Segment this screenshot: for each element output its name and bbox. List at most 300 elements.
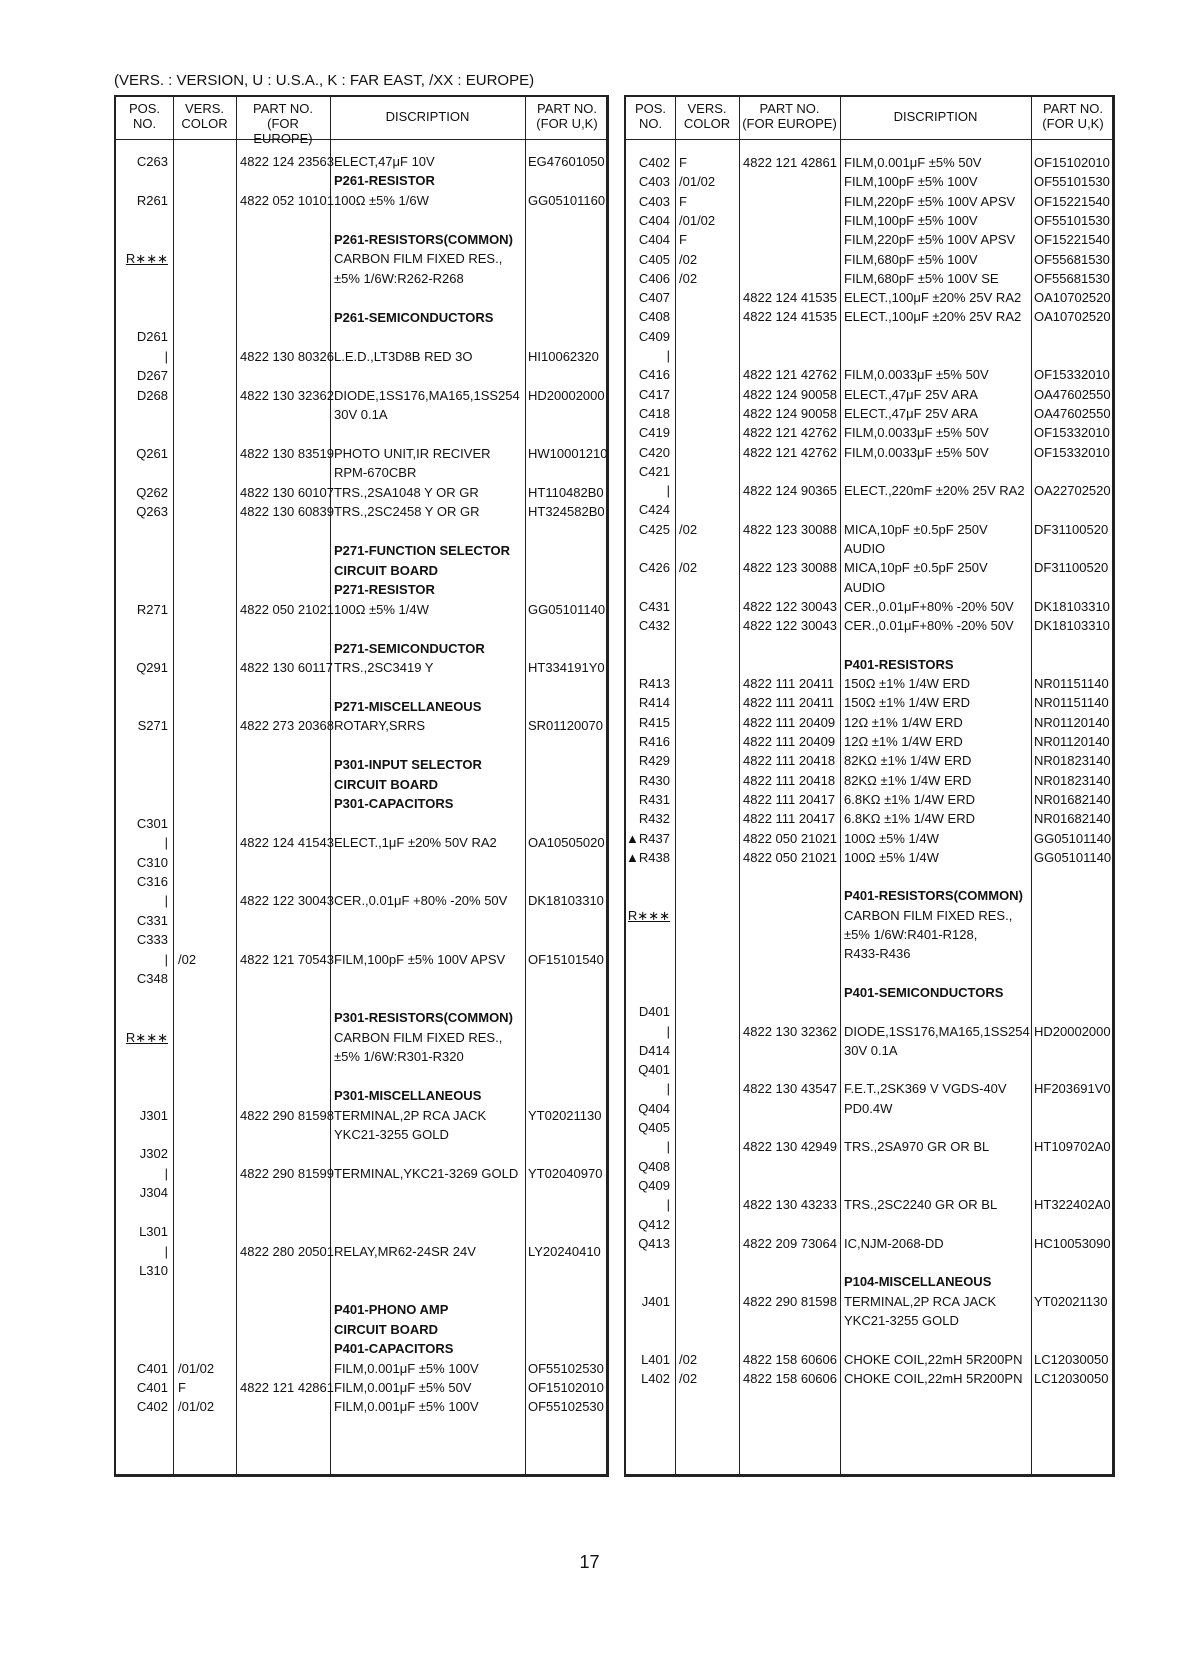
- version-legend: (VERS. : VERSION, U : U.S.A., K : FAR EAST, /XX : EUROPE): [114, 72, 535, 89]
- description-cell: TERMINAL,YKC21-3269 GOLD: [334, 1165, 519, 1181]
- part-no-uk-cell: HT109702A0: [1034, 1139, 1111, 1155]
- pos-no-cell: C406: [638, 270, 670, 286]
- table-row: [116, 1144, 606, 1163]
- table-row: [626, 558, 1112, 577]
- pos-no-cell: C407: [638, 290, 670, 306]
- table-row: [626, 886, 1112, 905]
- table-row: [626, 713, 1112, 732]
- part-no-europe-cell: 4822 280 20501: [240, 1243, 334, 1259]
- pos-no-cell: |: [164, 951, 168, 967]
- part-no-europe-cell: 4822 124 41535: [743, 309, 837, 325]
- pos-no-cell: C419: [638, 425, 670, 441]
- header-part-uk: PART NO. (FOR U,K): [1042, 101, 1104, 131]
- description-cell: TRS.,2SC2240 GR OR BL: [844, 1197, 998, 1213]
- description-cell: FILM,0.001μF ±5% 50V: [844, 155, 982, 170]
- part-no-europe-cell: 4822 209 73064: [743, 1235, 837, 1251]
- description-cell: FILM,680pF ±5% 100V: [844, 251, 978, 267]
- description-cell: TRS.,2SA970 GR OR BL: [844, 1139, 990, 1155]
- table-row: [626, 192, 1112, 211]
- part-no-uk-cell: OF15332010: [1034, 425, 1110, 441]
- description-cell: CIRCUIT BOARD: [334, 1321, 438, 1337]
- table-row: [626, 944, 1112, 963]
- pos-no-cell: C403: [638, 193, 670, 209]
- table-row: [626, 1002, 1112, 1021]
- pos-no-cell: C425: [638, 521, 670, 537]
- part-no-europe-cell: 4822 111 20418: [743, 772, 836, 788]
- table-row: [116, 1222, 606, 1241]
- part-no-europe-cell: 4822 290 81599: [240, 1165, 334, 1181]
- pos-no-cell: C402: [638, 155, 670, 170]
- header-part-eu: PART NO. (FOR EUROPE): [742, 101, 837, 131]
- table-row: [626, 1369, 1112, 1388]
- description-cell: FILM,220pF ±5% 100V APSV: [844, 232, 1016, 248]
- table-row: [626, 674, 1112, 693]
- part-no-uk-cell: HW10001210: [528, 445, 608, 461]
- description-cell: AUDIO: [844, 541, 886, 556]
- version-cell: /01/02: [679, 174, 716, 190]
- description-cell: CER.,0.01μF +80% -20% 50V: [334, 893, 508, 909]
- part-no-europe-cell: 4822 124 41535: [743, 290, 837, 306]
- part-no-europe-cell: 4822 123 30088: [743, 521, 837, 537]
- table-row: [116, 911, 606, 930]
- table-row: [626, 1234, 1112, 1253]
- part-no-uk-cell: OF15221540: [1034, 193, 1110, 209]
- pos-no-cell: C263: [136, 154, 168, 169]
- table-row: [116, 755, 606, 774]
- part-no-europe-cell: 4822 121 42861: [743, 155, 837, 170]
- description-cell: P271-FUNCTION SELECTOR: [334, 543, 511, 559]
- table-row: [116, 327, 606, 346]
- pos-no-cell: Q412: [638, 1216, 670, 1232]
- pos-no-cell: R431: [638, 791, 670, 807]
- parts-table-left: [114, 95, 609, 1477]
- table-row: [116, 502, 606, 521]
- table-row: [116, 561, 606, 580]
- table-row: [626, 423, 1112, 442]
- version-cell: /02: [679, 521, 698, 537]
- table-row: [626, 539, 1112, 558]
- part-no-europe-cell: 4822 130 83519: [240, 445, 334, 461]
- table-row: [116, 814, 606, 833]
- table-row: [626, 983, 1112, 1002]
- description-cell: P301-MISCELLANEOUS: [334, 1088, 482, 1104]
- part-no-europe-cell: 4822 050 21021: [240, 601, 334, 617]
- table-row: [116, 1339, 606, 1358]
- part-no-europe-cell: 4822 130 32362: [240, 387, 334, 403]
- description-cell: L.E.D.,LT3D8B RED 3O: [334, 348, 473, 364]
- version-cell: F: [679, 232, 687, 248]
- pos-no-cell: C403: [638, 174, 670, 190]
- header-pos: POS. NO.: [634, 101, 667, 131]
- part-no-europe-cell: 4822 130 60107: [240, 484, 334, 500]
- description-cell: FILM,100pF ±5% 100V APSV: [334, 951, 506, 967]
- description-cell: ELECT.,47μF 25V ARA: [844, 405, 978, 421]
- table-row: [116, 1008, 606, 1027]
- part-no-uk-cell: HF203691V0: [1034, 1081, 1111, 1097]
- part-no-uk-cell: NR01682140: [1034, 811, 1111, 827]
- part-no-europe-cell: 4822 290 81598: [240, 1107, 334, 1123]
- pos-no-cell: R430: [638, 772, 670, 788]
- part-no-uk-cell: OA10505020: [528, 835, 605, 851]
- part-no-uk-cell: NR01151140: [1034, 695, 1109, 711]
- pos-no-cell: L301: [139, 1224, 168, 1240]
- description-cell: 82KΩ ±1% 1/4W ERD: [844, 753, 972, 769]
- table-row: [626, 250, 1112, 269]
- table-row: [116, 541, 606, 560]
- part-no-uk-cell: EG47601050: [528, 154, 605, 169]
- pos-no-cell: |: [164, 348, 168, 364]
- part-no-uk-cell: OF55681530: [1034, 270, 1110, 286]
- header-vers: VERS. COLOR: [683, 101, 731, 131]
- description-cell: FILM,0.001μF ±5% 100V: [334, 1360, 479, 1376]
- description-cell: R433-R436: [844, 946, 911, 962]
- table-row: [626, 153, 1112, 172]
- table-row: [116, 405, 606, 424]
- description-cell: TRS.,2SC2458 Y OR GR: [334, 504, 480, 520]
- table-row: [626, 751, 1112, 770]
- description-cell: FILM,220pF ±5% 100V APSV: [844, 193, 1016, 209]
- pos-no-cell: J301: [139, 1107, 168, 1123]
- table-row: [626, 829, 1112, 848]
- part-no-europe-cell: 4822 111 20418: [743, 753, 836, 769]
- table-row: [626, 172, 1112, 191]
- description-cell: 6.8KΩ ±1% 1/4W ERD: [844, 791, 976, 807]
- part-no-europe-cell: 4822 052 10101: [240, 192, 334, 208]
- pos-no-cell: C310: [136, 854, 168, 870]
- table-row: [626, 1099, 1112, 1118]
- description-cell: 150Ω ±1% 1/4W ERD: [844, 676, 970, 692]
- table-row: [116, 833, 606, 852]
- pos-no-cell: D401: [638, 1004, 670, 1020]
- pos-no-cell: J302: [139, 1146, 168, 1162]
- table-row: [626, 1215, 1112, 1234]
- part-no-uk-cell: NR01823140: [1034, 753, 1111, 769]
- table-row: [626, 1022, 1112, 1041]
- pos-no-cell: C401: [136, 1360, 168, 1376]
- table-row: [116, 600, 606, 619]
- description-cell: CARBON FILM FIXED RES.,: [844, 907, 1013, 923]
- part-no-uk-cell: YT02040970: [528, 1165, 603, 1181]
- pos-no-cell: R432: [638, 811, 670, 827]
- pos-no-cell: C421: [638, 463, 670, 479]
- pos-no-cell: |: [666, 1023, 670, 1039]
- part-no-uk-cell: DF31100520: [1034, 521, 1109, 537]
- part-no-uk-cell: OF55101530: [1034, 174, 1110, 190]
- pos-no-cell: C420: [638, 444, 670, 460]
- part-no-europe-cell: 4822 124 90365: [743, 483, 837, 499]
- part-no-europe-cell: 4822 290 81598: [743, 1293, 837, 1309]
- description-cell: 12Ω ±1% 1/4W ERD: [844, 714, 963, 730]
- description-cell: ±5% 1/6W:R401-R128,: [844, 927, 978, 942]
- table-row: [116, 269, 606, 288]
- part-no-europe-cell: 4822 111 20417: [743, 811, 836, 827]
- table-row: [626, 443, 1112, 462]
- table-row: [116, 1028, 606, 1047]
- pos-no-cell: ▲R437: [626, 830, 670, 846]
- part-no-uk-cell: GG05101140: [1034, 830, 1112, 846]
- table-row: [116, 853, 606, 872]
- part-no-uk-cell: NR01120140: [1034, 734, 1110, 749]
- pos-no-cell: Q262: [136, 484, 168, 500]
- part-no-uk-cell: LC12030050: [1034, 1351, 1109, 1367]
- table-row: [626, 1060, 1112, 1079]
- part-no-europe-cell: 4822 124 41543: [240, 835, 334, 851]
- pos-no-cell: Q404: [638, 1100, 670, 1116]
- part-no-uk-cell: OF55681530: [1034, 251, 1110, 267]
- table-row: [626, 462, 1112, 481]
- table-row: [116, 716, 606, 735]
- description-cell: ±5% 1/6W:R262-R268: [334, 270, 464, 286]
- description-cell: P271-SEMICONDUCTOR: [334, 640, 485, 656]
- description-cell: P401-CAPACITORS: [334, 1341, 454, 1357]
- table-row: [116, 171, 606, 190]
- table-row: [116, 1125, 606, 1144]
- description-cell: PD0.4W: [844, 1100, 893, 1116]
- part-no-europe-cell: 4822 130 80326: [240, 348, 334, 364]
- table-row: [116, 658, 606, 677]
- table-row: [116, 1164, 606, 1183]
- pos-no-cell: R∗∗∗: [627, 907, 670, 923]
- table-row: [626, 655, 1112, 674]
- version-cell: /01/02: [679, 212, 716, 228]
- part-no-europe-cell: 4822 121 42762: [743, 444, 837, 460]
- pos-no-cell: D268: [136, 387, 168, 403]
- table-row: [116, 366, 606, 385]
- description-cell: P104-MISCELLANEOUS: [844, 1274, 992, 1290]
- description-cell: CIRCUIT BOARD: [334, 776, 438, 792]
- table-row: [626, 365, 1112, 384]
- table-row: [626, 1137, 1112, 1156]
- part-no-uk-cell: DK18103310: [1034, 618, 1110, 634]
- part-no-uk-cell: GG05101140: [528, 601, 606, 617]
- table-row: [626, 327, 1112, 346]
- pos-no-cell: C404: [638, 232, 670, 248]
- description-cell: CHOKE COIL,22mH 5R200PN: [844, 1351, 1023, 1367]
- description-cell: FILM,0.0033μF ±5% 50V: [844, 425, 989, 441]
- pos-no-cell: ▲R438: [626, 849, 670, 865]
- table-row: [626, 1195, 1112, 1214]
- part-no-uk-cell: OF15332010: [1034, 444, 1110, 460]
- description-cell: P401-RESISTORS(COMMON): [844, 888, 1023, 904]
- description-cell: YKC21-3255 GOLD: [334, 1127, 449, 1142]
- pos-no-cell: |: [666, 1197, 670, 1213]
- description-cell: P271-MISCELLANEOUS: [334, 698, 482, 714]
- description-cell: TRS.,2SC3419 Y: [334, 659, 434, 675]
- pos-no-cell: C316: [136, 874, 168, 890]
- description-cell: P261-RESISTOR: [334, 173, 435, 189]
- header-description: DISCRIPTION: [385, 109, 470, 124]
- description-cell: P261-RESISTORS(COMMON): [334, 231, 513, 247]
- table-row: [626, 288, 1112, 307]
- table-row: [626, 1272, 1112, 1291]
- part-no-europe-cell: 4822 111 20411: [743, 695, 835, 711]
- header-part-eu: PART NO. (FOR EUROPE): [253, 101, 313, 146]
- table-row: [626, 578, 1112, 597]
- description-cell: IC,NJM-2068-DD: [844, 1235, 944, 1251]
- description-cell: P401-PHONO AMP: [334, 1302, 449, 1318]
- pos-no-cell: C301: [136, 815, 168, 831]
- description-cell: 150Ω ±1% 1/4W ERD: [844, 695, 970, 711]
- part-no-europe-cell: 4822 122 30043: [743, 618, 837, 634]
- part-no-europe-cell: 4822 121 42762: [743, 367, 837, 383]
- table-row: [116, 775, 606, 794]
- table-row: [116, 249, 606, 268]
- table-row: [116, 1261, 606, 1280]
- table-row: [626, 1311, 1112, 1330]
- part-no-uk-cell: HT110482B0: [528, 484, 604, 500]
- description-cell: ELECT.,47μF 25V ARA: [844, 386, 978, 402]
- part-no-europe-cell: 4822 122 30043: [240, 893, 334, 909]
- pos-no-cell: Q409: [638, 1177, 670, 1193]
- pos-no-cell: |: [164, 893, 168, 909]
- pos-no-cell: C424: [638, 502, 670, 518]
- pos-no-cell: S271: [137, 718, 168, 734]
- part-no-uk-cell: OA22702520: [1034, 483, 1111, 499]
- description-cell: FILM,680pF ±5% 100V SE: [844, 270, 999, 286]
- pos-no-cell: R414: [638, 695, 670, 711]
- table-row: [116, 463, 606, 482]
- pos-no-cell: R271: [136, 601, 168, 617]
- part-no-uk-cell: OF15221540: [1034, 232, 1110, 248]
- parts-table-right: [624, 95, 1115, 1477]
- version-cell: /02: [679, 1351, 698, 1367]
- pos-no-cell: C408: [638, 309, 670, 325]
- description-cell: TRS.,2SA1048 Y OR GR: [334, 484, 479, 500]
- table-row: [116, 1320, 606, 1339]
- part-no-europe-cell: 4822 121 42861: [240, 1379, 334, 1395]
- description-cell: CIRCUIT BOARD: [334, 562, 438, 578]
- description-cell: 82KΩ ±1% 1/4W ERD: [844, 772, 972, 788]
- part-no-europe-cell: 4822 130 43233: [743, 1197, 837, 1213]
- pos-no-cell: C348: [136, 971, 168, 987]
- table-row: [626, 385, 1112, 404]
- part-no-uk-cell: OF55102530: [528, 1399, 604, 1415]
- pos-no-cell: D267: [136, 368, 168, 384]
- pos-no-cell: R429: [638, 753, 670, 769]
- version-cell: /01/02: [178, 1399, 215, 1415]
- description-cell: P401-SEMICONDUCTORS: [844, 984, 1004, 1000]
- pos-no-cell: C333: [136, 932, 168, 948]
- description-cell: CHOKE COIL,22mH 5R200PN: [844, 1370, 1023, 1386]
- table-row: [116, 191, 606, 210]
- pos-no-cell: Q413: [638, 1235, 670, 1251]
- description-cell: 12Ω ±1% 1/4W ERD: [844, 734, 963, 749]
- pos-no-cell: L401: [641, 1351, 670, 1367]
- table-row: [116, 1086, 606, 1105]
- part-no-uk-cell: OF55101530: [1034, 212, 1110, 228]
- table-row: [116, 444, 606, 463]
- part-no-uk-cell: OF55102530: [528, 1360, 604, 1376]
- table-row: [116, 580, 606, 599]
- table-row: [626, 1350, 1112, 1369]
- version-cell: /02: [679, 560, 698, 576]
- pos-no-cell: |: [164, 835, 168, 851]
- part-no-uk-cell: YT02021130: [528, 1107, 602, 1123]
- part-no-uk-cell: HI10062320: [528, 348, 599, 364]
- pos-no-cell: L310: [139, 1263, 168, 1279]
- part-no-uk-cell: NR01682140: [1034, 791, 1111, 807]
- table-row: [626, 906, 1112, 925]
- table-row: [626, 1176, 1112, 1195]
- description-cell: 30V 0.1A: [334, 406, 388, 422]
- pos-no-cell: C431: [638, 598, 670, 614]
- part-no-uk-cell: DK18103310: [528, 893, 604, 909]
- pos-no-cell: C402: [136, 1399, 168, 1415]
- header-part-uk: PART NO. (FOR U,K): [536, 101, 598, 131]
- table-row: [626, 809, 1112, 828]
- pos-no-cell: J304: [139, 1185, 168, 1201]
- part-no-europe-cell: 4822 124 90058: [743, 386, 837, 402]
- description-cell: FILM,100pF ±5% 100V: [844, 212, 978, 228]
- pos-no-cell: C432: [638, 618, 670, 634]
- description-cell: 100Ω ±5% 1/6W: [334, 192, 429, 208]
- table-row: [626, 307, 1112, 326]
- table-row: [626, 520, 1112, 539]
- part-no-uk-cell: OA47602550: [1034, 405, 1111, 421]
- description-cell: FILM,100pF ±5% 100V: [844, 174, 978, 190]
- version-cell: /02: [679, 1370, 698, 1386]
- header-vers: VERS. COLOR: [181, 101, 228, 131]
- description-cell: PHOTO UNIT,IR RECIVER: [334, 445, 491, 461]
- table-row: [116, 347, 606, 366]
- description-cell: ELECT.,1μF ±20% 50V RA2: [334, 835, 497, 851]
- description-cell: ROTARY,SRRS: [334, 718, 426, 734]
- part-no-europe-cell: 4822 124 90058: [743, 405, 837, 421]
- description-cell: RPM-670CBR: [334, 465, 417, 481]
- pos-no-cell: C331: [136, 912, 168, 928]
- description-cell: P301-CAPACITORS: [334, 796, 454, 812]
- table-row: [626, 481, 1112, 500]
- pos-no-cell: J401: [641, 1293, 670, 1309]
- table-row: [626, 1157, 1112, 1176]
- part-no-europe-cell: 4822 130 60839: [240, 504, 334, 520]
- description-cell: CER.,0.01μF+80% -20% 50V: [844, 618, 1014, 634]
- part-no-uk-cell: OA10702520: [1034, 290, 1111, 306]
- part-no-uk-cell: HD20002000: [1034, 1023, 1111, 1039]
- pos-no-cell: C417: [638, 386, 670, 402]
- description-cell: ELECT.,220mF ±20% 25V RA2: [844, 483, 1025, 499]
- header-description: DISCRIPTION: [893, 109, 978, 124]
- table-row: [626, 732, 1112, 751]
- table-row: [626, 790, 1112, 809]
- description-cell: DIODE,1SS176,MA165,1SS254: [334, 387, 520, 403]
- part-no-uk-cell: OF15101540: [528, 951, 604, 967]
- part-no-uk-cell: HT322402A0: [1034, 1197, 1111, 1213]
- part-no-europe-cell: 4822 273 20368: [240, 718, 334, 734]
- table-row: [116, 1242, 606, 1261]
- description-cell: ELECT.,100μF ±20% 25V RA2: [844, 309, 1022, 325]
- description-cell: AUDIO: [844, 579, 886, 595]
- pos-no-cell: C404: [638, 212, 670, 228]
- part-no-uk-cell: LC12030050: [1034, 1370, 1109, 1386]
- table-row: [626, 1292, 1112, 1311]
- pos-no-cell: Q408: [638, 1158, 670, 1174]
- table-row: [116, 891, 606, 910]
- table-row: [116, 872, 606, 891]
- table-row: [626, 771, 1112, 790]
- part-no-uk-cell: DK18103310: [1034, 598, 1110, 614]
- part-no-europe-cell: 4822 130 32362: [743, 1023, 837, 1039]
- part-no-europe-cell: 4822 130 43547: [743, 1081, 837, 1097]
- pos-no-cell: |: [164, 1165, 168, 1181]
- version-cell: /02: [679, 251, 698, 267]
- pos-no-cell: R∗∗∗: [125, 251, 168, 267]
- description-cell: ±5% 1/6W:R301-R320: [334, 1049, 464, 1065]
- table-row: [626, 230, 1112, 249]
- pos-no-cell: R261: [136, 192, 168, 208]
- description-cell: RELAY,MR62-24SR 24V: [334, 1243, 476, 1259]
- part-no-uk-cell: SR01120070: [528, 718, 603, 734]
